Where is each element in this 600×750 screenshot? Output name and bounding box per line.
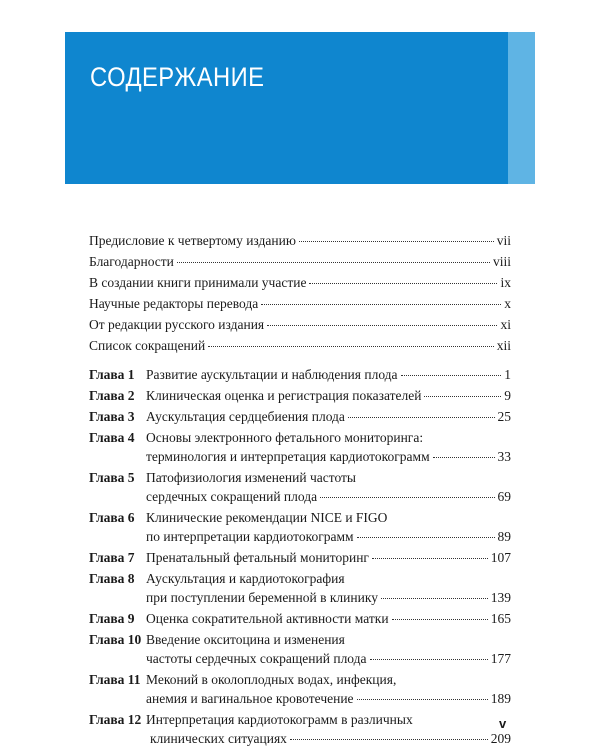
dot-leader — [320, 497, 494, 498]
chapter-list — [89, 365, 511, 750]
chapter-label: Глава 5 — [89, 470, 135, 485]
chapter-title: Аускультация сердцебиения плода — [146, 409, 345, 424]
chapter-label: Глава 6 — [89, 510, 135, 525]
header-banner-accent-strip — [508, 32, 535, 184]
dot-leader — [299, 241, 494, 242]
chapter-label: Глава 11 — [89, 672, 141, 687]
toc-entry-title: Предисловие к четвертому изданию — [89, 233, 296, 248]
toc-entry-page: xii — [496, 338, 511, 353]
chapter-entry[interactable] — [89, 630, 511, 668]
chapter-page: 33 — [497, 449, 511, 464]
chapter-page: 9 — [504, 388, 511, 403]
toc-entry-page: ix — [500, 275, 511, 290]
chapter-entry[interactable] — [89, 609, 511, 628]
chapter-label: Глава 8 — [89, 571, 135, 586]
toc-entry-page: x — [504, 296, 511, 311]
chapter-title: Оценка сократительной активности матки — [146, 611, 389, 626]
toc-entry[interactable] — [89, 317, 511, 338]
toc-entry-title: В создании книги принимали участие — [89, 275, 307, 290]
dot-leader — [309, 283, 497, 284]
chapter-page: 189 — [490, 691, 511, 706]
chapter-title: Интерпретация кардиотокограмм в различных — [146, 712, 413, 727]
chapter-entry[interactable] — [89, 710, 511, 748]
dot-leader — [261, 304, 501, 305]
chapter-label: Глава 10 — [89, 632, 142, 647]
front-matter-list — [89, 233, 511, 359]
chapter-title-continuation: по интерпретации кардиотокограмм — [146, 529, 354, 544]
chapter-page: 25 — [497, 409, 511, 424]
dot-leader — [208, 346, 494, 347]
chapter-title-continuation: терминология и интерпретация кардиотокограмм — [146, 449, 430, 464]
dot-leader — [348, 417, 495, 418]
toc-entry[interactable] — [89, 254, 511, 275]
chapter-entry[interactable] — [89, 569, 511, 607]
chapter-entry[interactable] — [89, 407, 511, 426]
dot-leader — [392, 619, 488, 620]
chapter-label: Глава 9 — [89, 611, 135, 626]
chapter-entry[interactable] — [89, 365, 511, 384]
chapter-page: 177 — [490, 651, 511, 666]
chapter-title-continuation: частоты сердечных сокращений плода — [146, 651, 367, 666]
chapter-label: Глава 2 — [89, 388, 135, 403]
header-banner — [65, 32, 508, 184]
chapter-title: Пренатальный фетальный мониторинг — [146, 550, 369, 565]
dot-leader — [267, 325, 497, 326]
page-title: СОДЕРЖАНИЕ — [90, 62, 265, 92]
toc-entry-page: viii — [492, 254, 511, 269]
chapter-title: Введение окситоцина и изменения — [146, 632, 345, 647]
toc-entry-title: Благодарности — [89, 254, 174, 269]
dot-leader — [372, 558, 488, 559]
chapter-title: Развитие аускультации и наблюдения плода — [146, 367, 398, 382]
dot-leader — [357, 699, 488, 700]
chapter-title: Меконий в околоплодных водах, инфекция, — [146, 672, 397, 687]
chapter-label: Глава 12 — [89, 712, 142, 727]
chapter-title: Клинические рекомендации NICE и FIGO — [146, 510, 388, 525]
chapter-label: Глава 4 — [89, 430, 135, 445]
toc-entry-page: xi — [500, 317, 511, 332]
dot-leader — [424, 396, 501, 397]
dot-leader — [433, 457, 495, 458]
toc-entry[interactable] — [89, 296, 511, 317]
chapter-label: Глава 3 — [89, 409, 135, 424]
chapter-entry[interactable] — [89, 508, 511, 546]
toc-entry-title: Список сокращений — [89, 338, 206, 353]
chapter-title: Аускультация и кардиотокография — [146, 571, 345, 586]
chapter-entry[interactable] — [89, 670, 511, 708]
chapter-page: 107 — [490, 550, 511, 565]
toc-entry[interactable] — [89, 233, 511, 254]
dot-leader — [177, 262, 490, 263]
chapter-title: Клиническая оценка и регистрация показателей — [146, 388, 422, 403]
toc-entry-page: vii — [496, 233, 511, 248]
chapter-title: Патофизиология изменений частоты — [146, 470, 357, 485]
chapter-page: 209 — [490, 731, 511, 746]
dot-leader — [370, 659, 488, 660]
chapter-title-continuation: клинических ситуациях — [150, 731, 287, 746]
chapter-entry[interactable] — [89, 428, 511, 466]
toc-entry[interactable] — [89, 275, 511, 296]
dot-leader — [290, 739, 488, 740]
toc-entry-title: Научные редакторы перевода — [89, 296, 259, 311]
toc-entry[interactable] — [89, 338, 511, 359]
chapter-page: 89 — [497, 529, 511, 544]
chapter-title-continuation: сердечных сокращений плода — [146, 489, 318, 504]
chapter-label: Глава 7 — [89, 550, 135, 565]
chapter-page: 139 — [490, 590, 511, 605]
chapter-title-continuation: анемия и вагинальное кровотечение — [146, 691, 354, 706]
chapter-title: Основы электронного фетального мониторинга: — [146, 430, 424, 445]
chapter-page: 165 — [490, 611, 511, 626]
chapter-entry[interactable] — [89, 386, 511, 405]
dot-leader — [381, 598, 488, 599]
dot-leader — [357, 537, 495, 538]
chapter-title-continuation: при поступлении беременной в клинику — [146, 590, 378, 605]
chapter-page: 69 — [497, 489, 511, 504]
page-number: v — [499, 716, 507, 731]
chapter-label: Глава 1 — [89, 367, 135, 382]
chapter-page: 1 — [504, 367, 511, 382]
chapter-entry[interactable] — [89, 548, 511, 567]
dot-leader — [401, 375, 502, 376]
chapter-entry[interactable] — [89, 468, 511, 506]
toc-entry-title: От редакции русского издания — [89, 317, 265, 332]
